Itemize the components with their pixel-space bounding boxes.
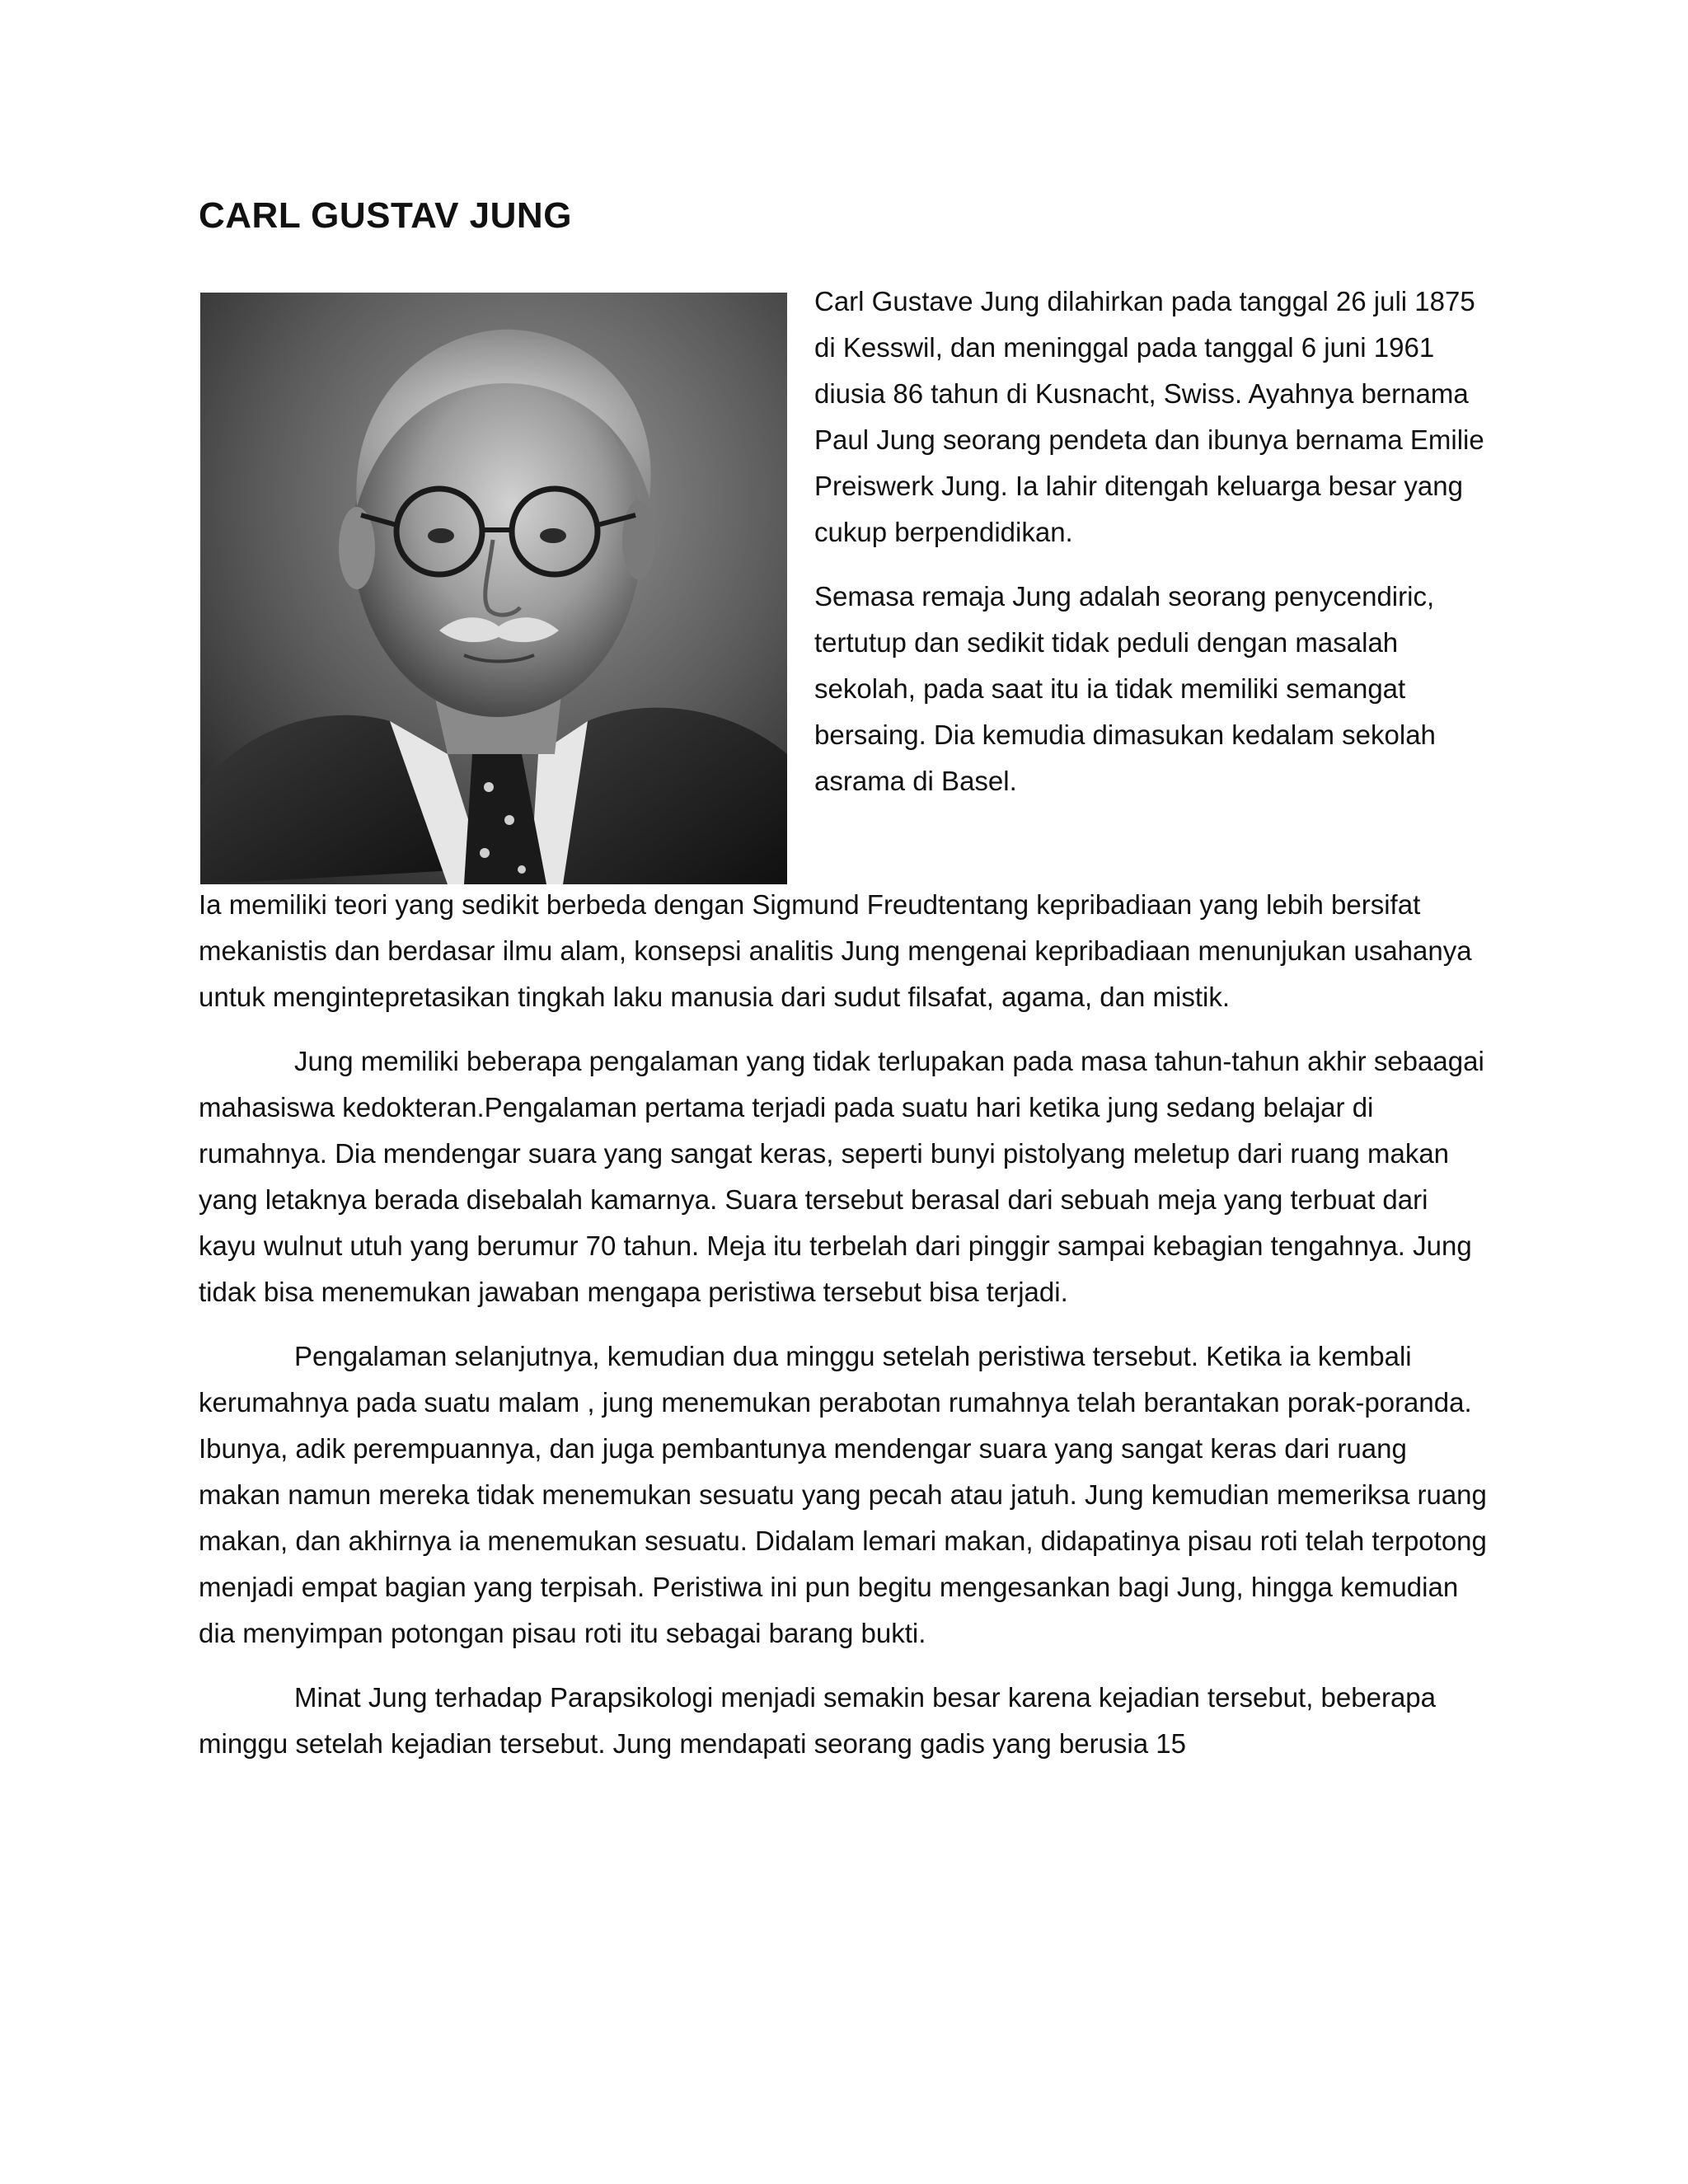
page-title: CARL GUSTAV JUNG bbox=[199, 195, 572, 236]
body-paragraph-3: Pengalaman selanjutnya, kemudian dua minggu setelah peristiwa tersebut. Ketika ia kembali kerumahnya pada suatu malam , jung menemukan perabotan rumahnya telah berantakan porak-poranda. Ibunya, adik perempuannya, dan juga pembantunya mendengar suara yang sangat keras dari ruang makan namun mereka tidak menemukan sesuatu yang pecah atau jatuh. Jung kemudian memeriksa ruang makan, dan akhirnya ia menemukan sesuatu. Didalam lemari makan, didapatinya pisau roti telah terpotong menjadi empat bagian yang terpisah. Peristiwa ini pun begitu mengesankan bagi Jung, hingga kemudian dia menyimpan potongan pisau roti itu sebagai barang bukti. bbox=[199, 1341, 1487, 1648]
portrait-photo bbox=[200, 293, 787, 884]
intro-paragraph-1: Carl Gustave Jung dilahirkan pada tanggal 26 juli 1875 di Kesswil, dan meninggal pada tanggal 6 juni 1961 diusia 86 tahun di Kusnacht, Swiss. Ayahnya bernama Paul Jung seorang pendeta dan ibunya bernama Emilie Preiswerk Jung. Ia lahir ditengah keluarga besar yang cukup berpendidikan. bbox=[814, 286, 1484, 547]
body-paragraph-4: Minat Jung terhadap Parapsikologi menjadi semakin besar karena kejadian tersebut, beberapa minggu setelah kejadian tersebut. Jung mendapati seorang gadis yang berusia 15 bbox=[199, 1682, 1437, 1759]
body-paragraph-2: Jung memiliki beberapa pengalaman yang tidak terlupakan pada masa tahun-tahun akhir sebaagai mahasiswa kedokteran.Pengalaman pertama terjadi pada suatu hari ketika jung sedang belajar di rumahnya. Dia mendengar suara yang sangat keras, seperti bunyi pistolyang meletup dari ruang makan yang letaknya berada disebalah kamarnya. Suara tersebut berasal dari sebuah meja yang terbuat dari kayu wulnut utuh yang berumur 70 tahun. Meja itu terbelah dari pinggir sampai kebagian tengahnya. Jung tidak bisa menemukan jawaban mengapa peristiwa tersebut bisa terjadi. bbox=[199, 1046, 1484, 1307]
intro-paragraph-2: Semasa remaja Jung adalah seorang penycendiric, tertutup dan sedikit tidak peduli dengan masalah sekolah, pada saat itu ia tidak memiliki semangat bersaing. Dia kemudia dimasukan kedalam sekolah asrama di Basel. bbox=[814, 581, 1436, 796]
main-body bbox=[199, 882, 1493, 1785]
intro-column bbox=[814, 279, 1490, 823]
body-paragraph-1: Ia memiliki teori yang sedikit berbeda dengan Sigmund Freudtentang kepribadiaan yang lebih bersifat mekanistis dan berdasar ilmu alam, konsepsi analitis Jung mengenai kepribadiaan menunjukan usahanya untuk mengintepretasikan tingkah laku manusia dari sudut filsafat, agama, dan mistik. bbox=[199, 889, 1472, 1012]
portrait-illustration bbox=[200, 293, 787, 884]
